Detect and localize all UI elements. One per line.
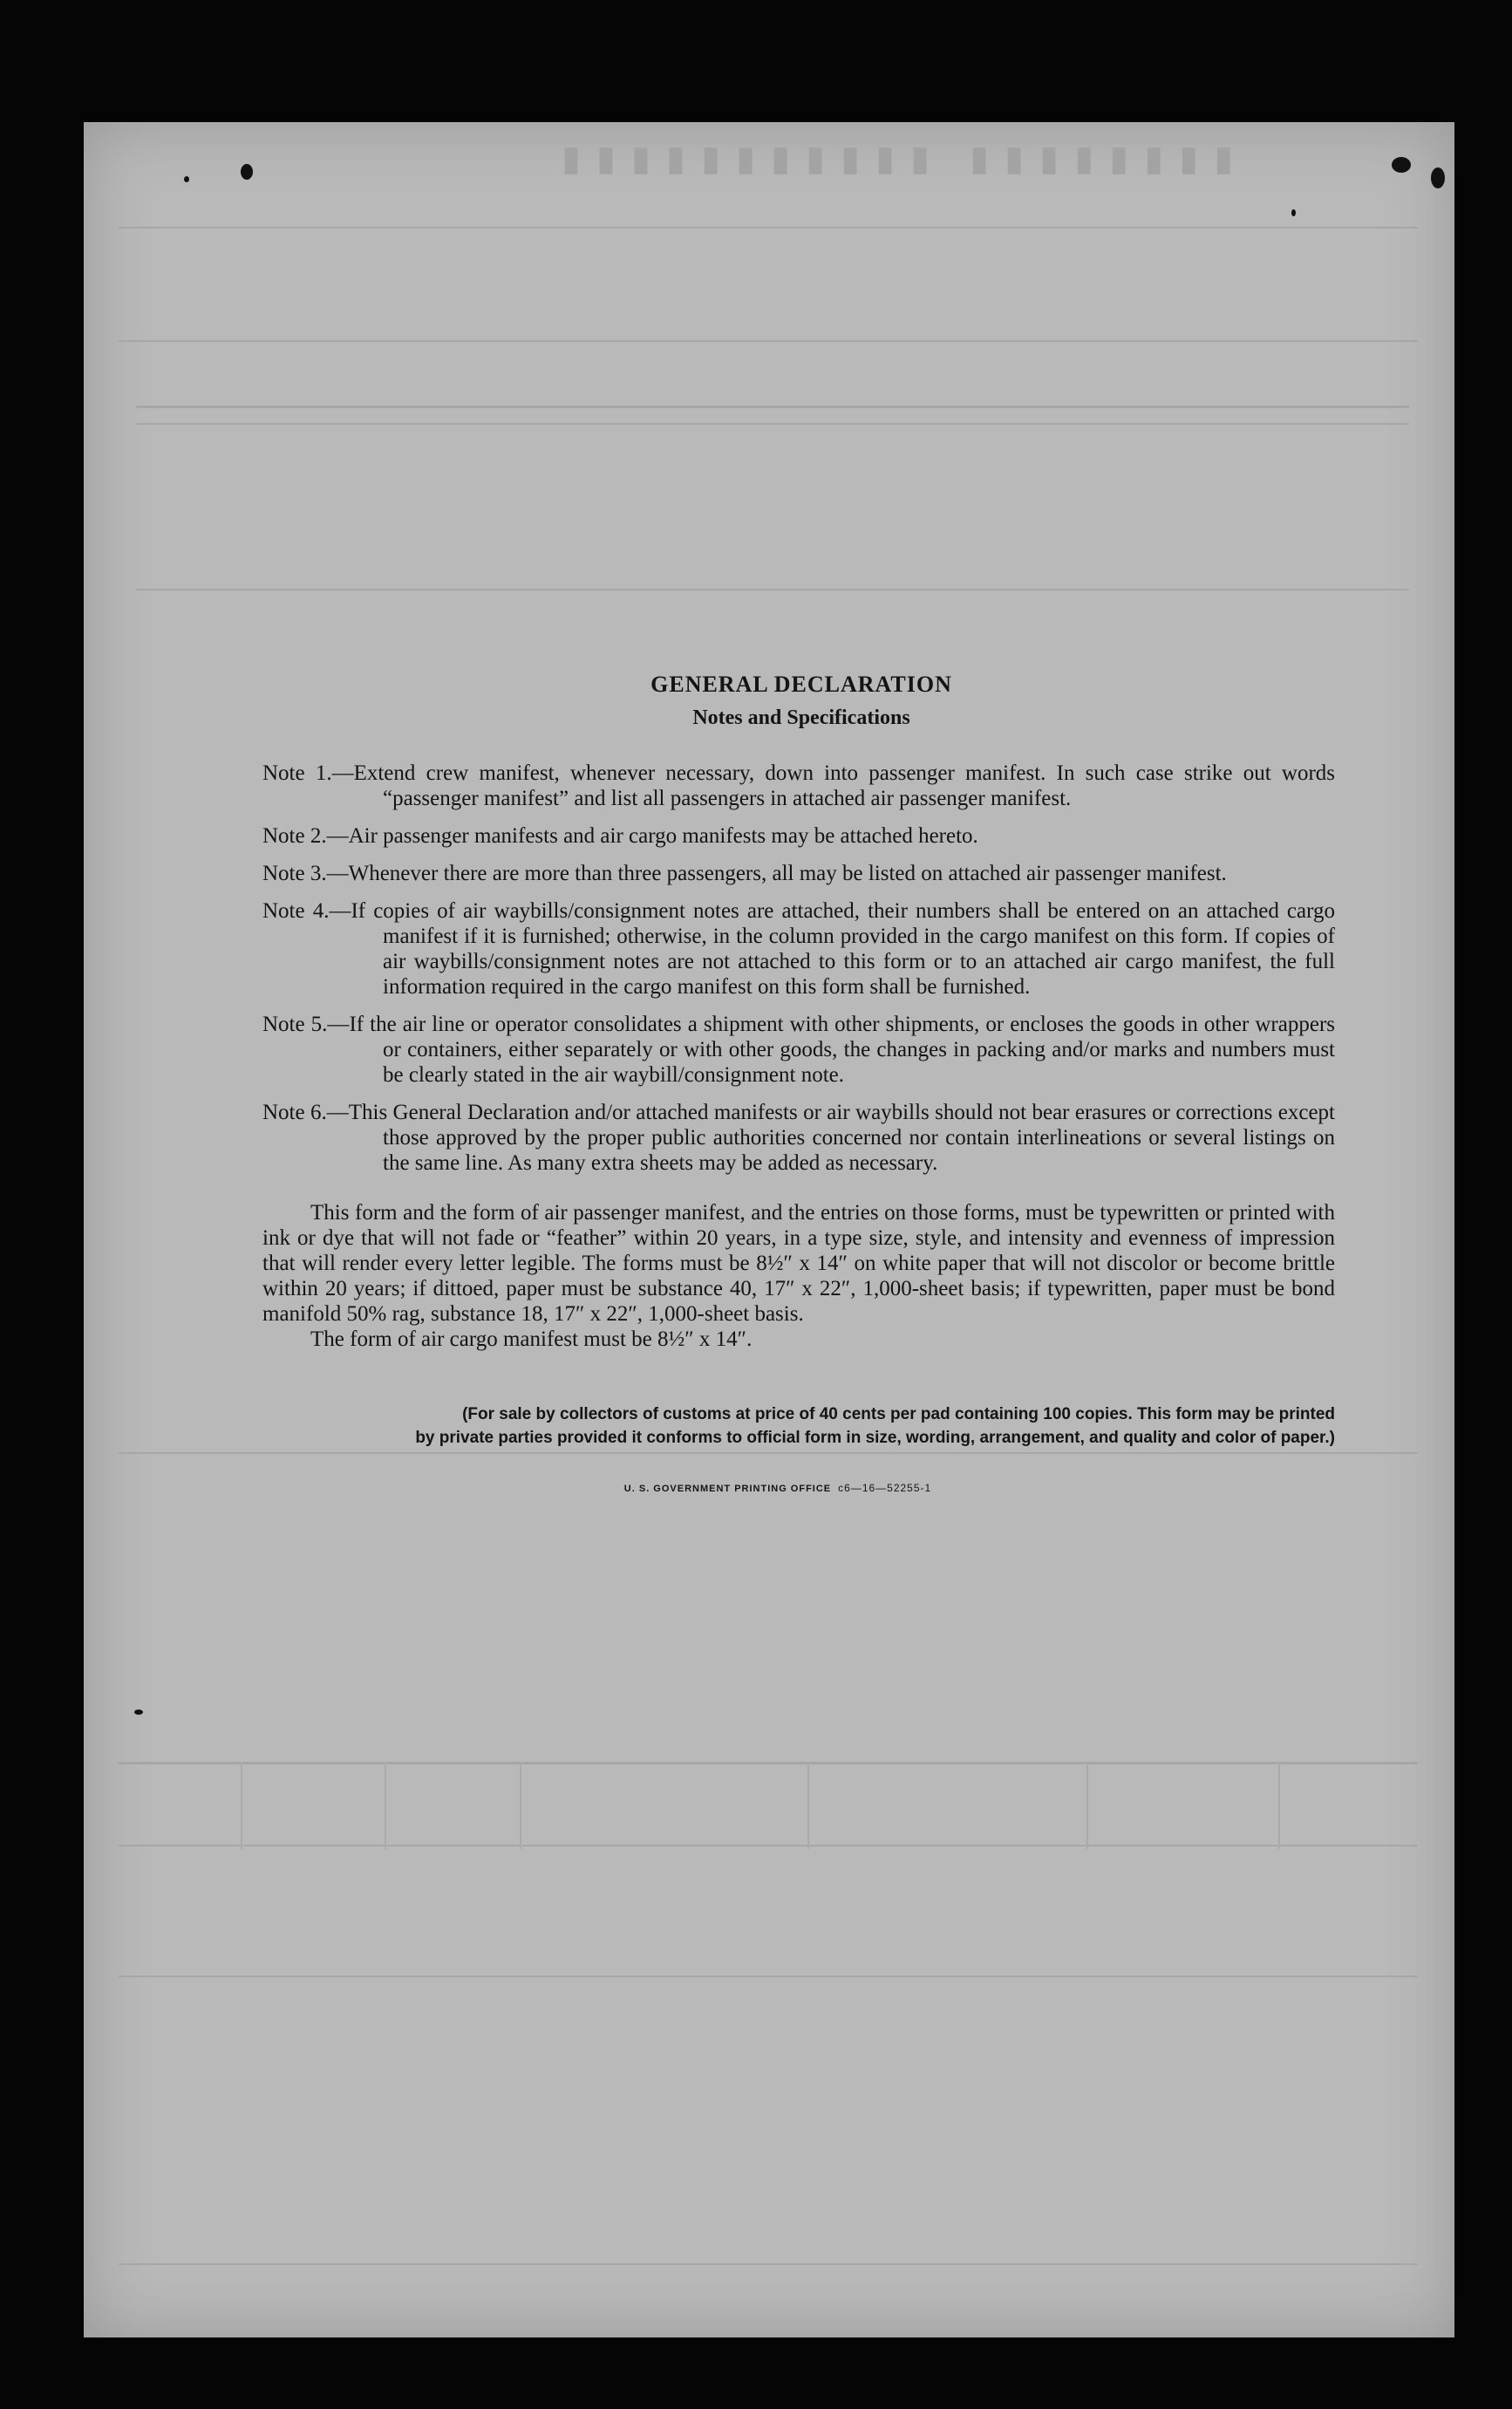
note-4: Note 4.—If copies of air waybills/consignment notes are attached, their numbers shall be entered on an attached cargo manifest if it is furnished; otherwise, in the column provided in the cargo manifest on this form. If copies of air waybills/consignment notes are not attached to this form or to an attached air cargo manifest, the full information required in the cargo manifest on this form shall be furnished. xyxy=(262,899,1336,999)
sale-note xyxy=(262,1402,1335,1450)
bleed-line xyxy=(136,423,1409,425)
bleed-line xyxy=(520,1762,521,1849)
bleed-line xyxy=(241,1762,242,1849)
note-1: Note 1.—Extend crew manifest, whenever necessary, down into passenger manifest. In such case strike out words “passenger manifest” and list all passengers in attached air passenger manifest. xyxy=(262,761,1336,810)
bleed-line xyxy=(119,1762,1418,1764)
sale-note-line-2: by private parties provided it conforms to official form in size, wording, arrangement, and quality and color of paper.) xyxy=(415,1429,1335,1447)
speck xyxy=(1431,167,1445,188)
printer-code: c6—16—52255-1 xyxy=(838,1482,932,1494)
bleed-line xyxy=(1278,1762,1280,1849)
printer-name: U. S. GOVERNMENT PRINTING OFFICE xyxy=(623,1484,832,1494)
bleed-line xyxy=(119,1976,1418,1977)
speck xyxy=(241,164,253,180)
bleed-line xyxy=(119,1845,1418,1846)
bleed-line xyxy=(136,406,1409,408)
bleed-line xyxy=(385,1762,386,1849)
notes-and-specifications xyxy=(262,672,1335,1502)
bleed-line xyxy=(807,1762,809,1849)
notes-list xyxy=(262,761,1335,1176)
bleed-line xyxy=(119,340,1418,342)
cargo-manifest-size-paragraph: The form of air cargo manifest must be 8½″ x 14″. xyxy=(310,1327,753,1351)
speck xyxy=(134,1710,143,1715)
form-requirements-paragraph: This form and the form of air passenger manifest, and the entries on those forms, must be typewritten or printed with ink or dye that will not fade or “feather” within 20 years, in a type size, style, and intensity and evenness of impression that will render every letter legible. The forms must be 8½″ x 14″ on white paper that will not discolor or become brittle within 20 years; if dittoed, paper must be substance 40, 17″ x 22″, 1,000-sheet basis; if typewritten, paper must be bond manifold 50% rag, substance 18, 17″ x 22″, 1,000-sheet basis. xyxy=(262,1201,1335,1326)
note-3: Note 3.—Whenever there are more than three passengers, all may be listed on attached air passenger manifest. xyxy=(262,862,1227,885)
page-subtitle: Notes and Specifications xyxy=(692,706,910,729)
document-sheet xyxy=(84,122,1454,2337)
printer-imprint xyxy=(228,1476,1335,1502)
note-6: Note 6.—This General Declaration and/or attached manifests or air waybills should not bear erasures or corrections except those approved by the proper public authorities concerned nor contain interlineations or several listings on the same line. As many extra sheets may be added as necessary. xyxy=(262,1101,1335,1175)
speck xyxy=(1291,209,1296,216)
note-5: Note 5.—If the air line or operator consolidates a shipment with other shipments, or encloses the goods in other wrappers or containers, either separately or with other goods, the changes in packing and/or marks and numbers must be clearly stated in the air waybill/consignment note. xyxy=(262,1013,1336,1087)
bleed-through: ▮▮▮▮▮▮▮▮ ▮▮▮▮▮▮▮▮▮▮▮ xyxy=(546,139,1234,178)
bleed-line xyxy=(1086,1762,1088,1849)
note-2: Note 2.—Air passenger manifests and air cargo manifests may be attached hereto. xyxy=(262,824,978,848)
sale-note-line-1: (For sale by collectors of customs at price of 40 cents per pad containing 100 copies. This form may be printed xyxy=(462,1405,1335,1423)
bleed-line xyxy=(119,227,1418,229)
bleed-line xyxy=(119,2263,1418,2265)
bleed-line xyxy=(136,589,1409,590)
speck xyxy=(1392,157,1411,173)
page-title: GENERAL DECLARATION xyxy=(650,672,952,697)
speck xyxy=(184,176,189,182)
